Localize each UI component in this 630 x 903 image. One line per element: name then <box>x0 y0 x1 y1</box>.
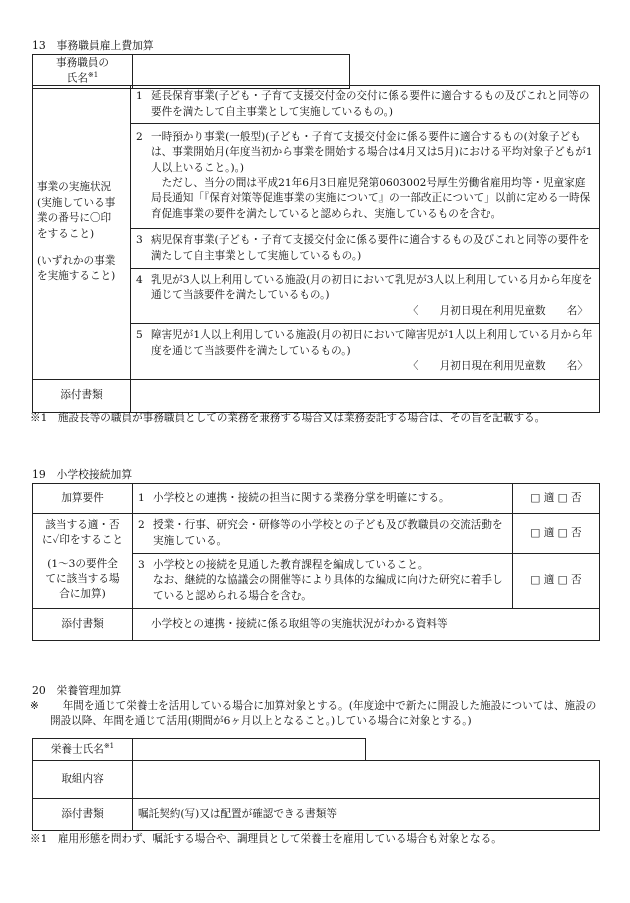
s19-table <box>32 483 600 641</box>
s13-item-4-count: 〈 月初日現在利用児童数 名〉 <box>407 304 588 317</box>
s13-name-label: 事務職員の 氏名$^{※1}$ <box>33 55 133 89</box>
s20-content-label: 取組内容 <box>33 761 133 799</box>
s19-req-note: 該当する適・否 に✓印をすること (1～3の要件全 てに該当する場 合に加算) <box>33 514 133 609</box>
s20-attach-label: 添付書類 <box>33 799 133 831</box>
s20-name-table <box>32 738 366 761</box>
section-20-title: 20 栄養管理加算 <box>32 684 122 697</box>
s20-name-label: 栄養士氏名$^{※1}$ <box>33 739 133 761</box>
s13-item-3[interactable]: 3 病児保育事業(子ども・子育て支援交付金に係る要件に適合するもの及びこれと同等の要件を満たして自主事業として実施しているもの。) <box>131 229 600 269</box>
s19-check-2[interactable]: □ 適 □ 否 <box>513 514 600 554</box>
s19-item-2: 2 授業・行事、研究会・研修等の小学校との子ども及び教職員の交流活動を実施している。 <box>133 514 513 554</box>
s19-item-3: 3 小学校との接続を見通した教育課程を編成していること。 なお、継続的な協議会の開催等により具体的な編成に向けた研究に着手していると認められる場合を含む。 <box>133 554 513 609</box>
s20-attach-value: 嘱託契約(写)又は配置が確認できる書類等 <box>133 799 600 831</box>
s19-attach-label: 添付書類 <box>33 609 133 641</box>
s19-check-1[interactable]: □ 適 □ 否 <box>513 484 600 514</box>
s19-attach-value: 小学校との連携・接続に係る取組等の実施状況がわかる資料等 <box>133 609 600 641</box>
section-13-title: 13 事務職員雇上費加算 <box>32 39 154 52</box>
s13-item-5-count: 〈 月初日現在利用児童数 名〉 <box>407 360 588 373</box>
s13-footnote: ※1 施設長等の職員が事務職員としての業務を兼務する場合又は業務委託する場合は、その旨を記載する。 <box>30 412 546 424</box>
s13-status-label: 事業の実施状況 (実施している事 業の番号に〇印 をすること) (いずれかの事業 を実施すること) <box>33 86 131 380</box>
s13-status-table <box>32 85 600 413</box>
s20-content-field[interactable] <box>133 761 600 799</box>
section-19-title: 19 小学校接続加算 <box>32 468 133 481</box>
s13-item-1[interactable]: 1 延長保育事業(子ども・子育て支援交付金の交付に係る要件に適合するもの及びこれと同等の要件を満たして自主事業として実施しているもの。) <box>131 86 600 124</box>
s13-item-4[interactable]: 4 乳児が3人以上利用している施設(月の初日において乳児が3人以上利用している月から年度を通じて当該要件を満たしているもの。) 〈 月初日現在利用児童数 名〉 <box>131 269 600 324</box>
s13-item-5[interactable]: 5 障害児が1人以上利用している施設(月の初日において障害児が1人以上利用している月から年度を通じて当該要件を満たしているもの。) 〈 月初日現在利用児童数 名〉 <box>131 324 600 380</box>
s13-attach-field[interactable] <box>131 380 600 413</box>
s13-item-2[interactable]: 2 一時預かり事業(一般型)(子ども・子育て支援交付金に係る要件に適合するもの(対象子どもは、事業開始月(年度当初から事業を開始する場合は4月又は5月)における平均対象子どもが1人以上いること。)。) ただし、当分の間は平成21年6月3日雇児発第0603002号厚生労働省雇用均等・児童家庭局長通知「『保育対策等促進事業の実施について』の一部改正について」以前に定める一時保育促進事業の要件を満たしていると認められ、実施しているものを含む。 <box>131 124 600 229</box>
s20-footnote: ※1 雇用形態を問わず、嘱託する場合や、調理員として栄養士を雇用している場合も対象となる。 <box>30 833 502 845</box>
s20-name-field[interactable] <box>133 739 366 761</box>
s19-req-label: 加算要件 <box>33 484 133 514</box>
s20-table <box>32 760 600 831</box>
s19-check-3[interactable]: □ 適 □ 否 <box>513 554 600 609</box>
s20-note: ※ 年間を通じて栄養士を活用している場合に加算対象とする。(年度途中で新たに開設した施設については、施設の開設以降、年間を通じて活用(期間が6ヶ月以上となること。)している場合に対象とする。) <box>30 700 597 728</box>
s13-attach-label: 添付書類 <box>33 380 131 413</box>
s13-name-field[interactable] <box>133 55 350 89</box>
s19-item-1: 1 小学校との連携・接続の担当に関する業務分掌を明確にする。 <box>133 484 513 514</box>
s13-name-table <box>32 54 350 89</box>
